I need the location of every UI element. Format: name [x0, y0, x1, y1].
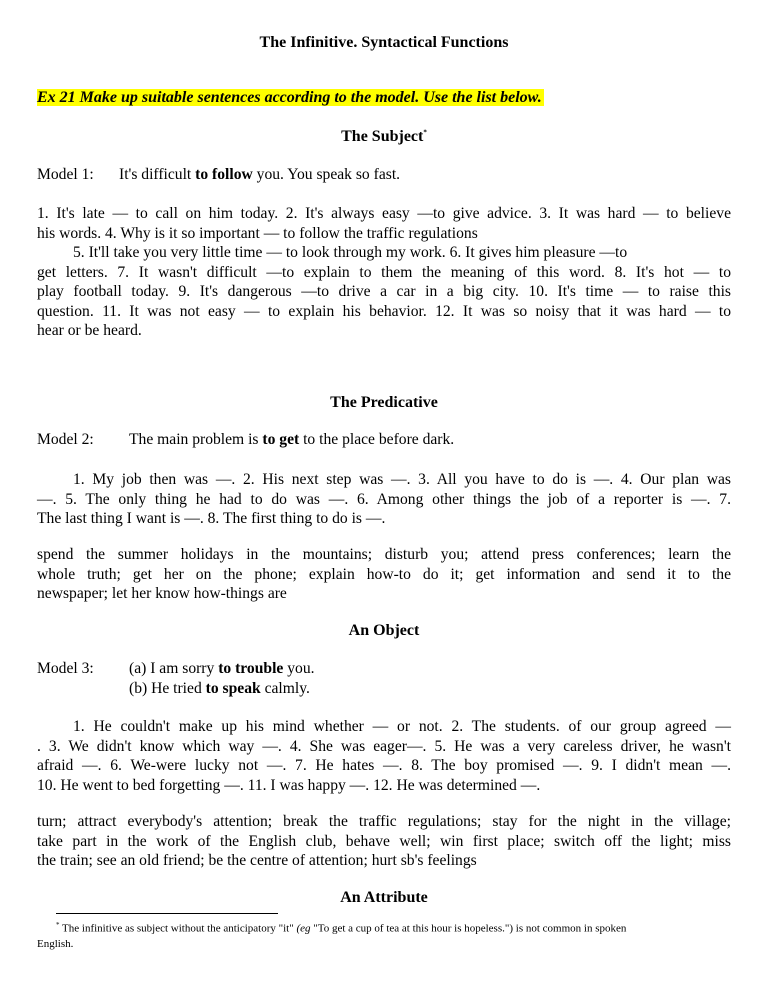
predicative-list-line-2: whole truth; get her on the phone; explain how-to do it; get information and send it to the	[37, 565, 731, 583]
subject-heading-text: The Subject	[341, 128, 424, 145]
model-3-label: Model 3:	[37, 660, 94, 677]
object-line-1: 1. He couldn't make up his mind whether — or not. 2. The students. of our group agreed —	[73, 718, 731, 735]
object-list-line-1: turn; attract everybody's attention; break the traffic regulations; stay for the night in the village;	[37, 813, 731, 830]
subject-line-5: play football today. 9. It's dangerous —to drive a car in a big city. 10. It's time — to raise this	[37, 283, 731, 300]
page-title: The Infinitive. Syntactical Functions	[259, 34, 509, 51]
predicative-sentences	[37, 470, 731, 529]
model-2	[37, 431, 454, 449]
section-heading-object: An Object	[348, 622, 420, 639]
subject-line-1: 1. It's late — to call on him today. 2. It's always easy —to give advice. 3. It was hard — to believe	[37, 205, 731, 222]
subject-line-4: get letters. 7. It wasn't difficult —to explain to them the meaning of this word. 8. It's hot — to	[37, 263, 731, 281]
model-3a-text-pre: (a) I am sorry	[129, 660, 219, 677]
model-2-text-post: to the place before dark.	[299, 431, 455, 448]
predicative-line-2: —. 5. The only thing he had to do was —. 6. Among other things the job of a reporter is —. 7.	[37, 490, 731, 508]
subject-line-3: 5. It'll take you very little time — to look through my work. 6. It gives him pleasure —to	[73, 244, 628, 261]
predicative-line-1: 1. My job then was —. 2. His next step was —. 3. All you have to do is —. 4. Our plan was	[73, 471, 731, 488]
footnote-text-pre: The infinitive as subject without the anticipatory "it"	[59, 922, 297, 935]
subject-sentences-2	[37, 243, 731, 341]
object-line-3: afraid —. 6. We-were lucky not —. 7. He hates —. 8. The boy promised —. 9. I didn't mean —.	[37, 757, 731, 774]
predicative-list-line-3: newspaper; let her know how-things are	[37, 585, 287, 602]
model-3b-infinitive: to speak	[205, 680, 261, 697]
model-3b	[129, 680, 310, 698]
subject-line-2: his words. 4. Why is it so important — to follow the traffic regulations	[37, 224, 478, 242]
model-3b-text-post: calmly.	[260, 680, 310, 697]
subject-sentences-1	[37, 204, 731, 243]
model-1-text-pre: It's difficult	[119, 166, 196, 183]
model-1-text-post: you. You speak so fast.	[252, 166, 401, 183]
exercise-instruction	[37, 89, 544, 107]
predicative-list-line-1: spend the summer holidays in the mountains; disturb you; attend press conferences; learn the	[37, 546, 731, 563]
footnote	[37, 918, 731, 952]
object-line-2: . 3. We didn't know which way —. 4. She was eager—. 5. He was a very careless driver, he wasn't	[37, 737, 731, 755]
footnote-mark: *	[56, 921, 60, 929]
model-3b-text-pre: (b) He tried	[129, 680, 206, 697]
object-word-list	[37, 812, 731, 871]
model-2-text-pre: The main problem is	[129, 431, 263, 448]
footnote-eg: (eg	[296, 922, 311, 935]
footnote-reference: *	[423, 128, 427, 137]
object-list-line-3: the train; see an old friend; be the centre of attention; hurt sb's feelings	[37, 852, 477, 869]
object-sentences	[37, 717, 731, 795]
exercise-instruction-text: Ex 21 Make up suitable sentences according to the model. Use the list below.	[37, 89, 542, 106]
footnote-text-post: "To get a cup of tea at this hour is hopeless.") is not common in spoken	[310, 922, 627, 935]
model-1-label: Model 1:	[37, 166, 94, 183]
section-heading-attribute: An Attribute	[340, 889, 428, 906]
footnote-line-2: English.	[37, 937, 74, 950]
footnote-divider	[56, 913, 278, 914]
subject-line-6: question. 11. It was not easy — to explain his behavior. 12. It was so noisy that it was hard — to	[37, 302, 731, 320]
footnote-line-1	[37, 918, 731, 937]
model-3a-text-post: you.	[283, 660, 315, 677]
model-2-label: Model 2:	[37, 431, 94, 448]
section-heading-subject	[37, 128, 731, 146]
object-list-line-2: take part in the work of the English club, behave well; win first place; switch off the light; miss	[37, 832, 731, 850]
model-1-infinitive: to follow	[195, 166, 253, 183]
predicative-word-list	[37, 545, 731, 604]
model-2-infinitive: to get	[262, 431, 300, 448]
subject-line-7: hear or be heard.	[37, 322, 142, 339]
model-3a-infinitive: to trouble	[218, 660, 284, 677]
model-1	[37, 166, 400, 184]
object-line-4: 10. He went to bed forgetting —. 11. I was happy —. 12. He was determined —.	[37, 776, 541, 794]
model-3	[37, 660, 315, 678]
predicative-line-3: The last thing I want is —. 8. The first thing to do is —.	[37, 510, 386, 527]
section-heading-predicative: The Predicative	[330, 394, 438, 411]
